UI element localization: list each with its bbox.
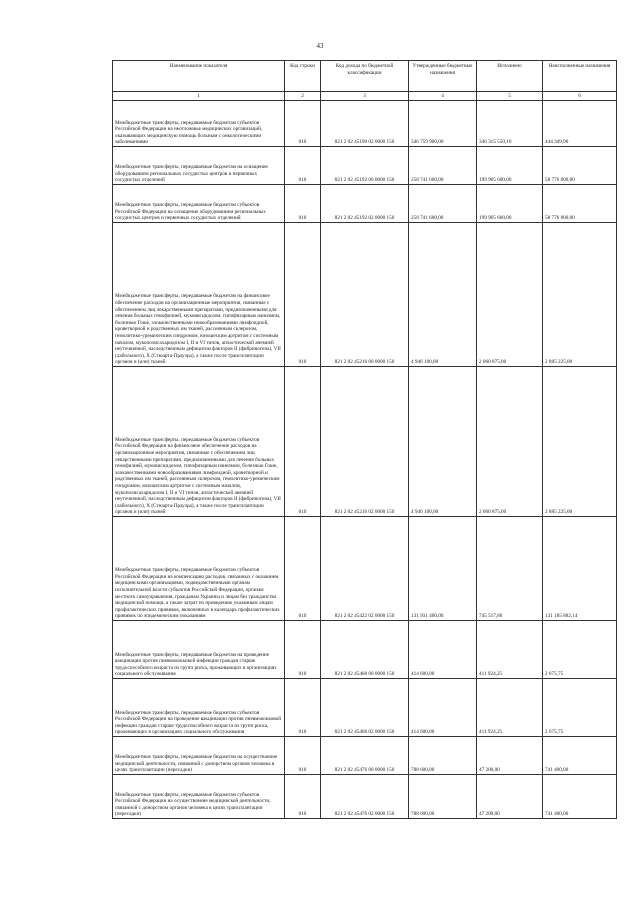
column-header-unexecuted: Неисполненные назначения: [543, 61, 617, 92]
page-number: 43: [316, 42, 324, 50]
unexecuted-amount: 741 400,00: [543, 775, 617, 819]
line-code: 010: [285, 185, 321, 223]
approved-amount: 414 600,00: [409, 621, 477, 679]
income-code: 821 2 02 45476 00 0000 150: [321, 737, 409, 775]
unexecuted-amount: 2 675,75: [543, 621, 617, 679]
table-row: [113, 517, 617, 621]
approved-amount: 131 931 400,00: [409, 517, 477, 621]
indicator-name: Межбюджетные трансферты, передаваемые бюджетам на финансовое обеспечение расходов на организационные мероприятия, связанные с обеспечением лиц лекарственными препаратами, предназначенными для лечения больных гемофилией, муковисцидозом, гипофизарным нанизмом, болезнью Гоше, злокачественными новообразованиями лимфоидной, кроветворной и родственных им тканей, рассеянным склерозом, гемолитико-уремическим синдромом, юношеским артритом с системным началом, мукополисахаридозом I, II и VI типов, апластической анемией неуточненной, наследственным дефицитом факторов II (фибриногена), VII (лабильного), X (Стюарта-Прауэра), а также после трансплантации органов и (или) тканей: [113, 223, 285, 367]
unexecuted-amount: 2 675,75: [543, 679, 617, 737]
line-code: 010: [285, 517, 321, 621]
line-code: 010: [285, 223, 321, 367]
line-code: 010: [285, 737, 321, 775]
executed-amount: 199 965 600,00: [477, 147, 543, 185]
budget-execution-table: [112, 60, 617, 819]
income-code: 821 2 02 45190 02 0000 150: [321, 101, 409, 147]
column-header-approved: Утвержденные бюджетные назначения: [409, 61, 477, 92]
income-code: 821 2 02 45476 02 0000 150: [321, 775, 409, 819]
indicator-name: Межбюджетные трансферты, передаваемые бюджетам субъектов Российской Федерации на проведение вакцинации против пневмококковой инфекции граждан старше трудоспособного возраста из групп риска, проживающих в организациях социального обслуживания: [113, 679, 285, 737]
approved-amount: 4 946 100,00: [409, 367, 477, 517]
line-code: 010: [285, 679, 321, 737]
income-code: 821 2 02 45192 02 0000 150: [321, 185, 409, 223]
income-code: 821 2 02 45216 00 0000 150: [321, 223, 409, 367]
unexecuted-amount: 2 885 225,00: [543, 367, 617, 517]
income-code: 821 2 02 45216 02 0000 150: [321, 367, 409, 517]
line-code: 010: [285, 775, 321, 819]
unexecuted-amount: 444 349,90: [543, 101, 617, 147]
income-code: 821 2 02 45468 02 0000 150: [321, 679, 409, 737]
table-row: [113, 775, 617, 819]
column-header-line-code: Код строки: [285, 61, 321, 92]
indicator-name: Межбюджетные трансферты, передаваемые бюджетам на осуществление медицинской деятельности, связанной с донорством органов человека в целях трансплантации (пересадки): [113, 737, 285, 775]
line-code: 010: [285, 147, 321, 185]
indicator-name: Межбюджетные трансферты, передаваемые бюджетам субъектов Российской Федерации на компенсацию расходов, связанных с оказанием медицинскими организациями, подведомственными органам исполнительной власти субъектов Российской Федерации, органам местного самоуправления, гражданам Украины и лицам без гражданства медицинской помощи, а также затрат по проведению указанным лицам профилактических прививок, включенных в календарь профилактических прививок по эпидемическим показаниям: [113, 517, 285, 621]
executed-amount: 2 060 875,00: [477, 223, 543, 367]
executed-amount: 745 517,86: [477, 517, 543, 621]
column-header-income-code: Код дохода по бюджетной классификации: [321, 61, 409, 92]
unexecuted-amount: 2 885 225,00: [543, 223, 617, 367]
unexecuted-amount: 58 776 000,00: [543, 185, 617, 223]
approved-amount: 4 946 100,00: [409, 223, 477, 367]
indicator-name: Межбюджетные трансферты, передаваемые бюджетам субъектов Российской Федерации на неотложные медицинских организаций, оказывающих медицинскую помощь больным с онкологическими заболеваниями: [113, 101, 285, 147]
approved-amount: 258 741 600,00: [409, 147, 477, 185]
indicator-name: Межбюджетные трансферты, передаваемые бюджетам субъектов Российской Федерации на финансовое обеспечение расходов на организационные мероприятия, связанные с обеспечением лиц лекарственными препаратами, предназначенными для лечения больных гемофилией, муковисцидозом, гипофизарным нанизмом, болезнью Гоше, злокачественными новообразованиями лимфоидной, кроветворной и родственных им тканей, рассеянным склерозом, гемолитико-уремическим синдромом, юношеским артритом с системным началом, мукополисахаридозом I, II и VI типов, апластической анемией неуточненной, наследственным дефицитом факторов II (фибриногена), VII (лабильного), X (Стюарта-Прауэра), а также после трансплантации органов и (или) тканей: [113, 367, 285, 517]
line-code: 010: [285, 101, 321, 147]
table-row: [113, 147, 617, 185]
table-row: [113, 223, 617, 367]
line-code: 010: [285, 621, 321, 679]
income-code: 821 2 02 45468 00 0000 150: [321, 621, 409, 679]
executed-amount: 346 315 550,10: [477, 101, 543, 147]
column-number: 5: [477, 92, 543, 101]
column-number: 2: [285, 92, 321, 101]
column-number: 6: [543, 92, 617, 101]
indicator-name: Межбюджетные трансферты, передаваемые бюджетам на проведение вакцинации против пневмококковой инфекции граждан старше трудоспособного возраста из групп риска, проживающих в организациях социального обслуживания: [113, 621, 285, 679]
line-code: 010: [285, 367, 321, 517]
indicator-name: Межбюджетные трансферты, передаваемые бюджетам субъектов Российской Федерации на осуществление медицинской деятельности, связанной с донорством органов человека в целях трансплантации (пересадки): [113, 775, 285, 819]
approved-amount: 788 600,00: [409, 775, 477, 819]
approved-amount: 258 741 600,00: [409, 185, 477, 223]
executed-amount: 2 060 875,00: [477, 367, 543, 517]
unexecuted-amount: 58 776 000,00: [543, 147, 617, 185]
table-row: [113, 621, 617, 679]
approved-amount: 346 759 900,00: [409, 101, 477, 147]
column-header-executed: Исполнено: [477, 61, 543, 92]
column-number: 3: [321, 92, 409, 101]
approved-amount: 788 600,00: [409, 737, 477, 775]
indicator-name: Межбюджетные трансферты, передаваемые бюджетам субъектов Российской Федерации на оснащение оборудованием региональных сосудистых центров и первичных сосудистых отделений: [113, 185, 285, 223]
executed-amount: 411 924,25: [477, 621, 543, 679]
column-number: 4: [409, 92, 477, 101]
indicator-name: Межбюджетные трансферты, передаваемые бюджетам на оснащение оборудованием региональных сосудистых центров и первичных сосудистых отделений: [113, 147, 285, 185]
table-row: [113, 679, 617, 737]
column-header-name: Наименование показателя: [113, 61, 285, 92]
column-number: 1: [113, 92, 285, 101]
table-row: [113, 737, 617, 775]
unexecuted-amount: 131 185 882,14: [543, 517, 617, 621]
table-row: [113, 367, 617, 517]
approved-amount: 414 600,00: [409, 679, 477, 737]
table-row: [113, 185, 617, 223]
header-row: [113, 61, 617, 92]
executed-amount: 47 200,00: [477, 737, 543, 775]
column-number-row: [113, 92, 617, 101]
income-code: 821 2 02 45192 00 0000 150: [321, 147, 409, 185]
unexecuted-amount: 741 400,00: [543, 737, 617, 775]
table-row: [113, 101, 617, 147]
executed-amount: 411 924,25: [477, 679, 543, 737]
executed-amount: 199 965 600,00: [477, 185, 543, 223]
income-code: 821 2 02 45422 02 0000 150: [321, 517, 409, 621]
executed-amount: 47 200,00: [477, 775, 543, 819]
